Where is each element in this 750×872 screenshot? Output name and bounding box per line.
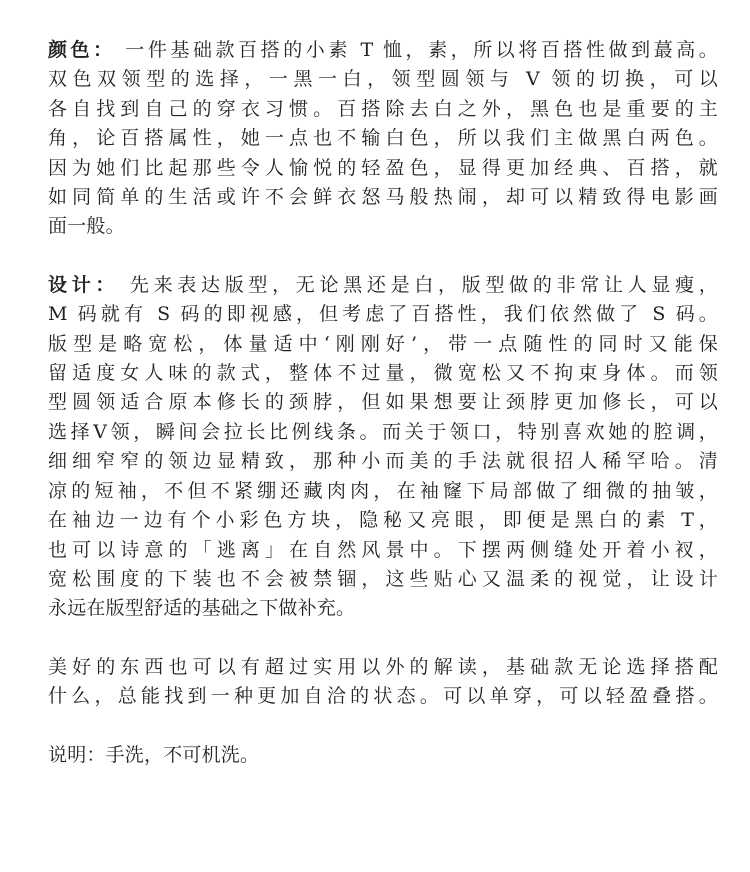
design-label: 设计：	[48, 273, 120, 296]
color-label: 颜色：	[48, 39, 116, 61]
color-line-5: 因为她们比起那些令人愉悦的轻盈色，显得更加经典、百搭，就	[48, 156, 718, 179]
design-line-6: 选择V领，瞬间会拉长比例线条。而关于领口，特别喜欢她的腔调，	[48, 420, 718, 443]
design-line-10: 也可以诗意的「逃离」在自然风景中。下摆两侧缝处开着小衩，	[48, 538, 718, 561]
design-line-5: 型圆领适合原本修长的颈脖，但如果想要让颈脖更加修长，可以	[48, 391, 718, 414]
design-line-9: 在袖边一边有个小彩色方块，隐秘又亮眼，即便是黑白的素 T，	[48, 509, 718, 532]
color-line-6: 如同简单的生活或许不会鲜衣怒马般热闹，却可以精致得电影画	[48, 186, 718, 209]
design-line-4: 留适度女人味的款式，整体不过量，微宽松又不拘束身体。而领	[48, 362, 718, 385]
care-note	[48, 741, 718, 770]
color-line-4: 角，论百搭属性，她一点也不输白色，所以我们主做黑白两色。	[48, 127, 718, 150]
color-line-2: 双色双领型的选择，一黑一白，领型圆领与 V 领的切换，可以	[48, 68, 718, 91]
closing-line-1: 美好的东西也可以有超过实用以外的解读，基础款无论选择搭配	[48, 655, 718, 678]
design-line-11: 宽松围度的下装也不会被禁锢，这些贴心又温柔的视觉，让设计	[48, 567, 718, 590]
design-line-12: 永远在版型舒适的基础之下做补充。	[48, 597, 356, 620]
design-line-2: M 码就有 S 码的即视感，但考虑了百搭性，我们依然做了 S 码。	[48, 303, 718, 326]
design-paragraph	[48, 271, 718, 624]
color-text-1: 一件基础款百搭的小素 T 恤，素，所以将百搭性做到蕞高。	[125, 39, 718, 61]
design-line-8: 凉的短袖，不但不紧绷还藏肉肉，在袖窿下局部做了细微的抽皱，	[48, 479, 718, 502]
design-line-1	[48, 271, 718, 300]
design-text-1: 先来表达版型，无论黑还是白，版型做的非常让人显瘦，	[129, 273, 718, 296]
product-description	[48, 36, 718, 770]
design-line-7: 细细窄窄的领边显精致，那种小而美的手法就很招人稀罕哈。清	[48, 450, 718, 473]
color-line-3: 各自找到自己的穿衣习惯。百搭除去白之外，黑色也是重要的主	[48, 97, 718, 120]
closing-line-2: 什么，总能找到一种更加自洽的状态。可以单穿，可以轻盈叠搭。	[48, 685, 718, 708]
color-line-7: 面一般。	[48, 215, 125, 238]
care-note-text: 说明：手洗，不可机洗。	[48, 743, 260, 766]
color-line-1	[48, 36, 718, 65]
closing-paragraph	[48, 653, 718, 712]
color-paragraph	[48, 36, 718, 242]
design-line-3: 版型是略宽松，体量适中‘刚刚好’，带一点随性的同时又能保	[48, 332, 718, 355]
